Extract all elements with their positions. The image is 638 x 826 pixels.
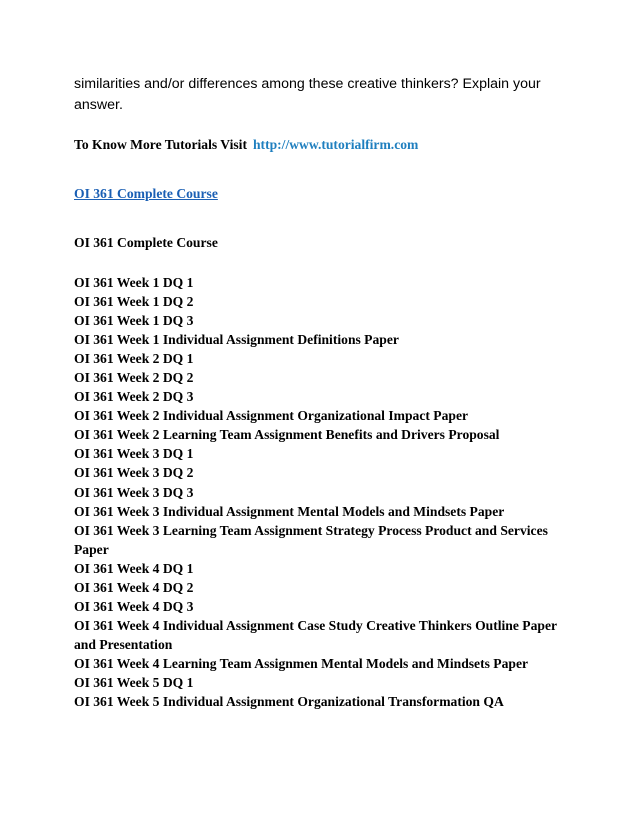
visit-label: To Know More Tutorials Visit [74, 137, 247, 152]
course-item: OI 361 Week 2 DQ 3 [74, 389, 194, 405]
course-item: OI 361 Week 3 DQ 2 [74, 465, 194, 481]
course-item-list [74, 273, 574, 711]
intro-paragraph: similarities and/or differences among these creative thinkers? Explain your answer. [74, 76, 541, 113]
visit-line [74, 136, 418, 154]
course-item: OI 361 Week 4 DQ 1 [74, 560, 194, 576]
course-item: OI 361 Week 4 Individual Assignment Case Study Creative Thinkers Outline Paper and Presentation [74, 617, 557, 652]
course-item: OI 361 Week 4 DQ 2 [74, 579, 194, 595]
course-item: OI 361 Week 2 Learning Team Assignment Benefits and Drivers Proposal [74, 427, 500, 443]
course-item: OI 361 Week 2 DQ 2 [74, 370, 194, 386]
course-item: OI 361 Week 1 DQ 3 [74, 313, 194, 329]
course-item: OI 361 Week 1 DQ 2 [74, 294, 194, 310]
course-item: OI 361 Week 3 Learning Team Assignment Strategy Process Product and Services Paper [74, 522, 548, 557]
course-item: OI 361 Week 2 DQ 1 [74, 351, 194, 367]
complete-course-link[interactable]: OI 361 Complete Course [74, 186, 218, 201]
course-item: OI 361 Week 5 Individual Assignment Organizational Transformation QA [74, 694, 504, 710]
course-item: OI 361 Week 1 DQ 1 [74, 275, 194, 290]
course-item: OI 361 Week 2 Individual Assignment Organizational Impact Paper [74, 408, 469, 424]
course-item: OI 361 Week 1 Individual Assignment Definitions Paper [74, 332, 399, 348]
course-item: OI 361 Week 3 DQ 1 [74, 446, 194, 462]
course-item: OI 361 Week 5 DQ 1 [74, 674, 194, 690]
course-item: OI 361 Week 4 DQ 3 [74, 598, 194, 614]
course-item: OI 361 Week 3 DQ 3 [74, 484, 194, 500]
course-title: OI 361 Complete Course [74, 235, 218, 250]
course-item: OI 361 Week 4 Learning Team Assignmen Mental Models and Mindsets Paper [74, 655, 529, 671]
course-item: OI 361 Week 3 Individual Assignment Mental Models and Mindsets Paper [74, 503, 505, 519]
tutorial-site-link[interactable]: http://www.tutorialfirm.com [252, 137, 419, 152]
